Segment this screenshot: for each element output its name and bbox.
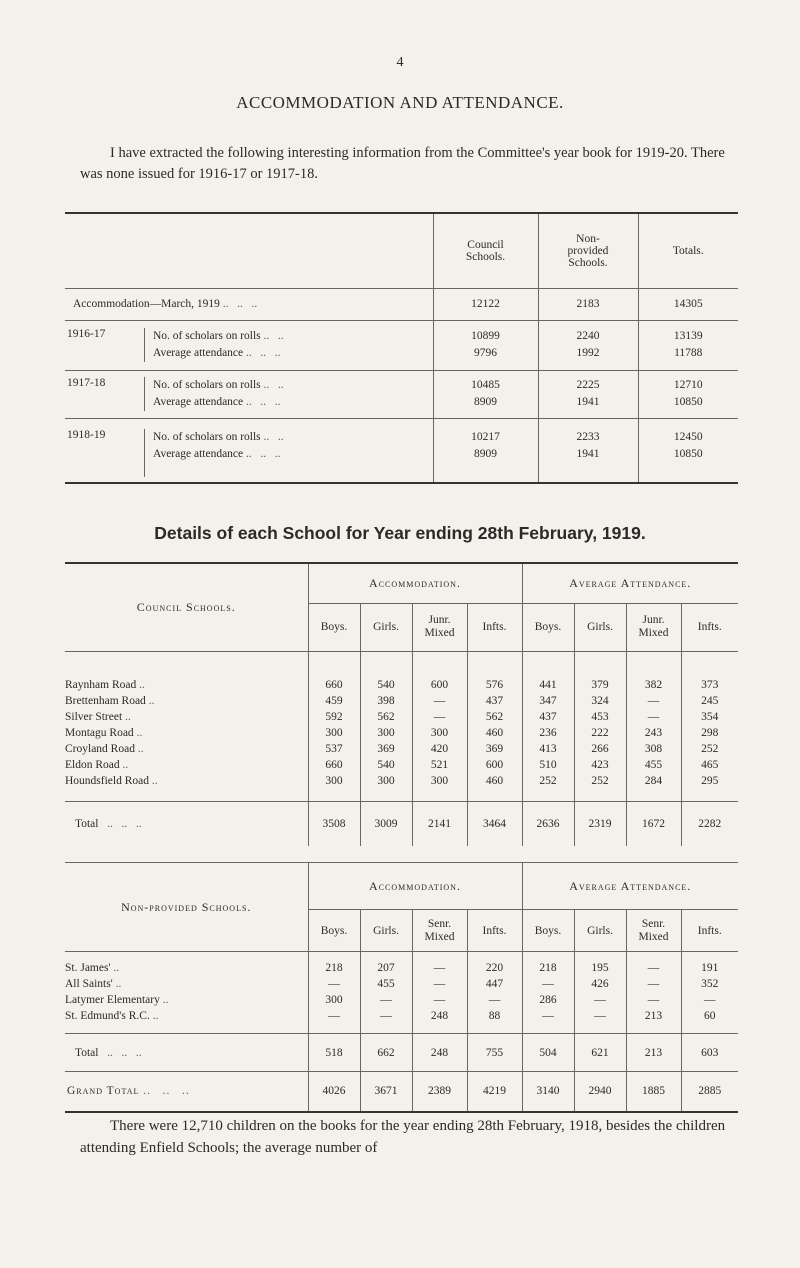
school-name-cell: [65, 773, 308, 789]
school-name-cell: [65, 725, 308, 741]
year-block: 1917-18 No. of scholars on rolls .. .. Average attendance .. .. .. 10485 8909 2225 1941 12710 10850: [65, 370, 738, 418]
total-label: Total: [75, 1046, 99, 1059]
table-cell: 437: [467, 693, 522, 709]
table-cell: 562: [467, 709, 522, 725]
table-cell: 1672: [626, 801, 681, 846]
table-cell: 10850: [673, 396, 703, 408]
table-cell: 600: [467, 757, 522, 773]
accommodation-group-header: Accommodation.: [308, 563, 522, 603]
section-subheading: Details of each School for Year ending 28th February, 1919.: [154, 523, 646, 543]
school-name-cell: [65, 1008, 308, 1024]
school-name-cell: [65, 976, 308, 992]
table-cell: 2885: [681, 1072, 738, 1112]
table-cell: 252: [681, 741, 738, 757]
table-cell: 2233: [576, 430, 600, 443]
column-header: Infts.: [467, 603, 522, 651]
leader-dots: ..: [112, 977, 122, 990]
table-cell: 2141: [412, 801, 467, 846]
table-cell: 382: [626, 677, 681, 693]
school-name-cell: [65, 693, 308, 709]
table-cell: 243: [626, 725, 681, 741]
leader-dots: ..: [133, 727, 143, 739]
table-cell: 2225: [576, 379, 600, 391]
nonprovided-schools-header: Non-provided Schools.: [538, 213, 638, 288]
school-name: St. James': [65, 961, 111, 974]
table-cell: 1941: [576, 396, 600, 408]
table-cell: 8909: [474, 396, 497, 408]
closing-paragraph: There were 12,710 children on the books for the year ending 28th February, 1918, besides the children attending Enfield Schools; the average number of: [80, 1118, 726, 1156]
table-cell: 426: [574, 976, 626, 992]
table-cell: 379: [574, 677, 626, 693]
table-row: [65, 677, 738, 693]
nonprovided-schools-title: Non-provided Schools.: [65, 863, 308, 952]
table-cell: 300: [308, 725, 360, 741]
column-header: Junr. Mixed: [412, 603, 467, 651]
table-cell: —: [626, 976, 681, 992]
table-cell: 10850: [673, 447, 703, 460]
table-row: [65, 960, 738, 976]
table-cell: 369: [467, 741, 522, 757]
table-cell: 12450: [673, 430, 703, 443]
table-cell: 603: [681, 1034, 738, 1072]
column-header: Boys.: [522, 603, 574, 651]
table-cell: 540: [360, 677, 412, 693]
table-row: [65, 992, 738, 1008]
table-row: [65, 976, 738, 992]
leader-dots: ..: [145, 695, 155, 707]
school-name: Raynham Road: [65, 679, 137, 691]
table-cell: 2240: [576, 330, 600, 342]
table-row: [65, 1008, 738, 1024]
leader-dots: ..: [159, 993, 169, 1006]
attendance-group-header: Average Attendance.: [522, 863, 738, 910]
table-cell: 4026: [308, 1072, 360, 1112]
table-cell: —: [626, 960, 681, 976]
table-cell: —: [308, 976, 360, 992]
table-cell: 621: [574, 1034, 626, 1072]
column-header: Girls.: [574, 910, 626, 952]
year-block: 1916-17 No. of scholars on rolls .. .. Average attendance .. .. .. 10899 9796 2240 1992 13139 11788: [65, 320, 738, 370]
school-name: Houndsfield Road: [65, 775, 150, 787]
table-cell: 1885: [626, 1072, 681, 1112]
table-cell: 600: [412, 677, 467, 693]
column-header: Girls.: [360, 603, 412, 651]
table-cell: 660: [308, 757, 360, 773]
table-cell: 352: [681, 976, 738, 992]
totals-header: Totals.: [638, 213, 738, 288]
table-cell: 2636: [522, 801, 574, 846]
table-cell: —: [574, 992, 626, 1008]
table-cell: 1941: [576, 447, 600, 460]
table-cell: —: [681, 992, 738, 1008]
table-cell: 207: [360, 960, 412, 976]
table-cell: 3671: [360, 1072, 412, 1112]
table-cell: 3508: [308, 801, 360, 846]
leader-dots: ..: [134, 743, 144, 755]
table-cell: 220: [467, 960, 522, 976]
table-cell: 14305: [638, 288, 738, 320]
table-cell: 295: [681, 773, 738, 789]
table-cell: 2183: [538, 288, 638, 320]
table-cell: 245: [681, 693, 738, 709]
table-cell: 453: [574, 709, 626, 725]
column-header: Boys.: [522, 910, 574, 952]
table-cell: 195: [574, 960, 626, 976]
table-cell: 252: [522, 773, 574, 789]
table-cell: 298: [681, 725, 738, 741]
accommodation-label: Accommodation—March, 1919: [73, 298, 220, 310]
table-cell: 521: [412, 757, 467, 773]
council-schools-title: Council Schools.: [65, 563, 308, 651]
intro-paragraph: I have extracted the following interesting information from the Committee's year book for 1919-20. There was none issued for 1916-17 or 1917-18.: [80, 145, 725, 182]
table-cell: 465: [681, 757, 738, 773]
table-cell: 12710: [673, 379, 703, 391]
table-cell: 222: [574, 725, 626, 741]
table-cell: 191: [681, 960, 738, 976]
school-name: Croyland Road: [65, 743, 135, 755]
grand-total-label: Grand Total: [67, 1085, 140, 1098]
accommodation-row: Accommodation—March, 1919 .. .. .. 12122 2183 14305: [65, 288, 738, 320]
table-cell: 300: [308, 773, 360, 789]
table-cell: 2389: [412, 1072, 467, 1112]
leader-dots: ..: [149, 775, 158, 787]
column-header: Girls.: [574, 603, 626, 651]
table-cell: 213: [626, 1008, 681, 1024]
table-cell: 347: [522, 693, 574, 709]
table-cell: 284: [626, 773, 681, 789]
table-cell: 1992: [576, 347, 600, 359]
table-cell: 441: [522, 677, 574, 693]
table-cell: 660: [308, 677, 360, 693]
summary-table: [65, 212, 738, 484]
year-label: 1917-18: [67, 377, 106, 389]
year-label: 1916-17: [67, 328, 106, 340]
row-label: Average attendance: [153, 347, 244, 359]
table-cell: 420: [412, 741, 467, 757]
table-cell: 398: [360, 693, 412, 709]
row-label: No. of scholars on rolls: [153, 379, 261, 391]
table-cell: —: [574, 1008, 626, 1024]
grand-total-row: Grand Total .. .. .. 4026 3671 2389 4219 3140 2940 1885 2885: [65, 1072, 738, 1112]
column-header: Senr. Mixed: [626, 910, 681, 952]
page-number: 4: [396, 55, 404, 70]
leader-dots: ..: [136, 679, 145, 691]
table-cell: 308: [626, 741, 681, 757]
table-cell: 324: [574, 693, 626, 709]
row-label: No. of scholars on rolls: [153, 430, 261, 443]
table-cell: 755: [467, 1034, 522, 1072]
table-cell: 13139: [673, 330, 703, 342]
table-row: [65, 741, 738, 757]
table-row: [65, 725, 738, 741]
school-name-cell: [65, 741, 308, 757]
table-cell: 540: [360, 757, 412, 773]
table-cell: —: [412, 992, 467, 1008]
table-cell: 12122: [433, 288, 538, 320]
table-cell: 354: [681, 709, 738, 725]
total-row: Total .. .. .. 3508 3009 2141 3464 2636 2319 1672 2282: [65, 801, 738, 846]
table-cell: 459: [308, 693, 360, 709]
council-schools-header: Council Schools.: [433, 213, 538, 288]
table-cell: 248: [412, 1034, 467, 1072]
table-cell: 300: [360, 725, 412, 741]
leader-dots: ..: [110, 961, 120, 974]
table-cell: —: [626, 693, 681, 709]
column-header: Boys.: [308, 603, 360, 651]
table-cell: 9796: [474, 347, 497, 359]
table-cell: 88: [467, 1008, 522, 1024]
table-cell: 248: [412, 1008, 467, 1024]
table-cell: —: [626, 709, 681, 725]
table-cell: 662: [360, 1034, 412, 1072]
table-cell: 8909: [474, 447, 497, 460]
school-name-cell: [65, 960, 308, 976]
school-name-cell: [65, 757, 308, 773]
year-label: 1918-19: [67, 428, 106, 441]
school-name-cell: [65, 992, 308, 1008]
table-cell: —: [412, 693, 467, 709]
table-row: [65, 757, 738, 773]
table-cell: —: [522, 1008, 574, 1024]
school-name: All Saints': [65, 977, 113, 990]
column-header: Girls.: [360, 910, 412, 952]
table-cell: 537: [308, 741, 360, 757]
school-name-cell: [65, 677, 308, 693]
table-cell: —: [412, 976, 467, 992]
accommodation-group-header: Accommodation.: [308, 863, 522, 910]
table-cell: 300: [360, 773, 412, 789]
table-cell: —: [360, 1008, 412, 1024]
table-cell: 60: [681, 1008, 738, 1024]
table-cell: 300: [412, 773, 467, 789]
school-name-cell: [65, 709, 308, 725]
total-label: Total: [75, 817, 99, 830]
table-cell: 576: [467, 677, 522, 693]
school-name: Silver Street: [65, 711, 123, 723]
column-header: Senr. Mixed: [412, 910, 467, 952]
table-cell: —: [626, 992, 681, 1008]
table-cell: 286: [522, 992, 574, 1008]
table-cell: —: [467, 992, 522, 1008]
column-header: Infts.: [467, 910, 522, 952]
column-header: Boys.: [308, 910, 360, 952]
table-cell: 2940: [574, 1072, 626, 1112]
table-cell: 10899: [471, 330, 500, 342]
table-row: [65, 773, 738, 789]
table-cell: —: [308, 1008, 360, 1024]
table-cell: 300: [308, 992, 360, 1008]
table-row: [65, 693, 738, 709]
row-label: No. of scholars on rolls: [153, 330, 261, 342]
table-cell: 369: [360, 741, 412, 757]
table-cell: —: [412, 709, 467, 725]
council-schools-table: [65, 562, 738, 846]
school-name: Brettenham Road: [65, 695, 146, 707]
table-cell: 455: [360, 976, 412, 992]
nonprovided-schools-table: [65, 862, 738, 1113]
table-cell: 423: [574, 757, 626, 773]
table-cell: 2319: [574, 801, 626, 846]
table-cell: 236: [522, 725, 574, 741]
table-cell: —: [412, 960, 467, 976]
column-header: Junr. Mixed: [626, 603, 681, 651]
table-cell: 4219: [467, 1072, 522, 1112]
table-cell: 2282: [681, 801, 738, 846]
school-name: Eldon Road: [65, 759, 120, 771]
row-label: Average attendance: [153, 447, 244, 460]
column-header: Infts.: [681, 910, 738, 952]
table-cell: 460: [467, 725, 522, 741]
table-cell: 10485: [471, 379, 500, 391]
table-cell: 373: [681, 677, 738, 693]
table-cell: 562: [360, 709, 412, 725]
page-title: ACCOMMODATION AND ATTENDANCE.: [236, 93, 564, 112]
table-cell: —: [360, 992, 412, 1008]
table-cell: 213: [626, 1034, 681, 1072]
total-row: Total .. .. .. 518 662 248 755 504 621 213 603: [65, 1034, 738, 1072]
table-cell: 455: [626, 757, 681, 773]
school-name: St. Edmund's R.C.: [65, 1009, 150, 1022]
table-cell: 504: [522, 1034, 574, 1072]
school-name: Latymer Elementary: [65, 993, 160, 1006]
table-cell: 10217: [471, 430, 500, 443]
table-cell: 510: [522, 757, 574, 773]
table-cell: 218: [308, 960, 360, 976]
table-cell: 437: [522, 709, 574, 725]
table-cell: 3009: [360, 801, 412, 846]
table-cell: —: [522, 976, 574, 992]
year-block: 1918-19 No. of scholars on rolls .. .. Average attendance .. .. .. 10217 8909 2233 1941 12450 10850: [65, 418, 738, 483]
attendance-group-header: Average Attendance.: [522, 563, 738, 603]
column-header: Infts.: [681, 603, 738, 651]
table-cell: 11788: [674, 347, 703, 359]
table-cell: 447: [467, 976, 522, 992]
table-cell: 266: [574, 741, 626, 757]
table-cell: 592: [308, 709, 360, 725]
table-cell: 460: [467, 773, 522, 789]
table-cell: 3140: [522, 1072, 574, 1112]
table-cell: 3464: [467, 801, 522, 846]
school-name: Montagu Road: [65, 727, 134, 739]
table-row: [65, 709, 738, 725]
table-cell: 300: [412, 725, 467, 741]
leader-dots: ..: [122, 711, 131, 723]
table-cell: 413: [522, 741, 574, 757]
row-label: Average attendance: [153, 396, 244, 408]
leader-dots: ..: [149, 1009, 159, 1022]
table-cell: 518: [308, 1034, 360, 1072]
table-cell: 218: [522, 960, 574, 976]
table-cell: 252: [574, 773, 626, 789]
leader-dots: ..: [119, 759, 129, 771]
